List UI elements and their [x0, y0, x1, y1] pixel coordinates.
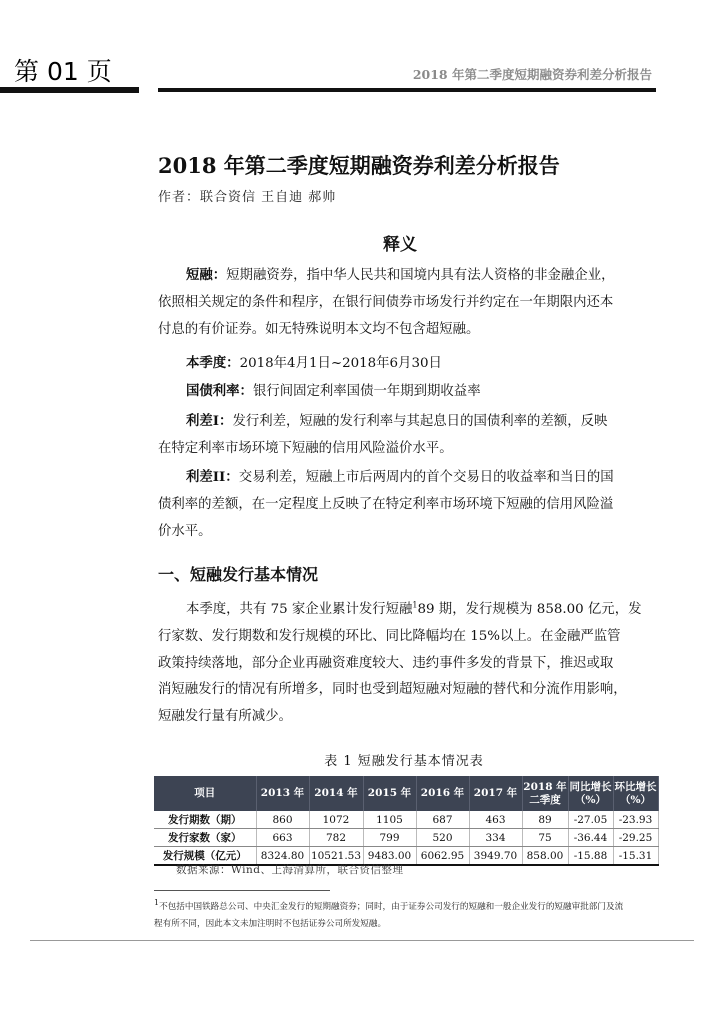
definition-text: 2018年4月1日~2018年6月30日: [239, 356, 442, 371]
table-cell: -27.05: [568, 811, 613, 829]
table-cell: -15.88: [568, 847, 613, 866]
definition-term: 国债利率：: [186, 383, 253, 399]
table-cell: 6062.95: [416, 847, 469, 866]
footnote-mark: 1: [154, 899, 160, 908]
table-cell: 860: [256, 811, 309, 829]
definition-short-term-bill: [158, 262, 658, 343]
definition-treasury-rate: [158, 378, 658, 406]
definition-spread-1: [158, 408, 658, 463]
paragraph-text: 行家数、发行期数和发行规模的环比、同比降幅均在 15%以上。在金融严监管: [158, 628, 621, 644]
table-cell: -23.93: [613, 811, 658, 829]
footnote: [154, 899, 664, 933]
table-cell: 334: [469, 829, 522, 847]
table-cell: 782: [309, 829, 363, 847]
table-cell: 9483.00: [363, 847, 416, 866]
table-cell: 3949.70: [469, 847, 522, 866]
row-label: 发行家数（家）: [154, 829, 256, 847]
paragraph-text: 本季度，共有 75 家企业累计发行短融: [186, 602, 413, 617]
definition-text: 银行间固定利率国债一年期到期收益率: [252, 384, 481, 399]
row-label: 发行期数（期）: [154, 811, 256, 829]
table-header: 2014 年: [309, 776, 363, 811]
table-header-row: [154, 776, 658, 811]
definition-text: 依照相关规定的条件和程序，在银行间债券市场发行并约定在一年期限内还本: [158, 294, 614, 310]
table-cell: 520: [416, 829, 469, 847]
definition-term: 本季度：: [186, 355, 240, 371]
table-cell: 10521.53: [309, 847, 363, 866]
table-cell: 687: [416, 811, 469, 829]
footnote-text: 不包括中国铁路总公司、中央汇金发行的短期融资券；同时，由于证券公司发行的短融和一般企业发行的短融审批部门及流: [159, 902, 624, 912]
definition-term: 利差I：: [186, 413, 233, 429]
section-paragraph: [158, 597, 658, 731]
definition-text: 价水平。: [158, 523, 212, 539]
definition-text: 短期融资券，指中华人民共和国境内具有法人资格的非金融企业，: [226, 268, 615, 283]
paragraph-text: 89 期，发行规模为 858.00 亿元，发: [417, 602, 642, 617]
table-header: 同比增长 （%）: [568, 776, 613, 811]
page-number: 第 01 页: [14, 57, 112, 86]
footnote-separator: [154, 890, 330, 891]
row-label: 发行规模（亿元）: [154, 847, 256, 866]
definition-text: 交易利差，短融上市后两周内的首个交易日的收益率和当日的国: [238, 470, 614, 485]
table-header: 2017 年: [469, 776, 522, 811]
document-title: 2018 年第二季度短期融资券利差分析报告: [158, 153, 560, 178]
definition-term: 短融：: [186, 267, 227, 283]
table-row: [154, 829, 658, 847]
bottom-rule: [30, 940, 694, 941]
table-cell: -36.44: [568, 829, 613, 847]
paragraph-text: 消短融发行的情况有所增多，同时也受到超短融对短融的替代和分流作用影响，: [158, 682, 627, 698]
table-cell: 1072: [309, 811, 363, 829]
table-header: 2016 年: [416, 776, 469, 811]
table-cell: 75: [522, 829, 568, 847]
definition-this-quarter: [158, 350, 658, 378]
definition-spread-2: [158, 464, 658, 545]
table-source: 数据来源：Wind、上海清算所，联合资信整理: [176, 864, 404, 876]
table-cell: -15.31: [613, 847, 658, 866]
table-cell: 858.00: [522, 847, 568, 866]
table-cell: 463: [469, 811, 522, 829]
table-cell: 663: [256, 829, 309, 847]
definition-text: 债利率的差额，在一定程度上反映了在特定利率市场环境下短融的信用风险溢: [158, 496, 614, 512]
table-cell: 799: [363, 829, 416, 847]
definition-term: 利差II：: [186, 469, 239, 485]
table-header: 2013 年: [256, 776, 309, 811]
table-cell: -29.25: [613, 829, 658, 847]
table-header: 2018 年 二季度: [522, 776, 568, 811]
definition-text: 付息的有价证券。如无特殊说明本文均不包含超短融。: [158, 321, 480, 337]
table-header: 2015 年: [363, 776, 416, 811]
table-header: 环比增长 （%）: [613, 776, 658, 811]
header-rule-left: [0, 87, 139, 93]
definition-text: 发行利差，短融的发行利率与其起息日的国债利率的差额，反映: [232, 414, 608, 429]
section-heading: 一、短融发行基本情况: [158, 565, 319, 584]
authors: 作者：联合资信 王自迪 郝帅: [158, 190, 337, 205]
paragraph-text: 政策持续落地，部分企业再融资难度较大、违约事件多发的背景下，推迟或取: [158, 655, 614, 671]
footnote-reference: 1: [412, 600, 418, 610]
table-header: 项目: [154, 776, 256, 811]
header-rule-right: [158, 88, 656, 92]
definitions-heading: 释义: [383, 235, 417, 255]
paragraph-text: 短融发行量有所减少。: [158, 709, 292, 725]
table-caption: 表 1 短融发行基本情况表: [324, 754, 484, 769]
definition-text: 在特定利率市场环境下短融的信用风险溢价水平。: [158, 440, 453, 456]
table-cell: 89: [522, 811, 568, 829]
running-title: 2018 年第二季度短期融资券利差分析报告: [412, 67, 652, 82]
footnote-text: 程有所不同，因此本文未加注明时不包括证券公司所发短融。: [154, 919, 387, 929]
table-row: [154, 811, 658, 829]
table-cell: 8324.80: [256, 847, 309, 866]
issuance-table: [154, 776, 659, 866]
table-cell: 1105: [363, 811, 416, 829]
